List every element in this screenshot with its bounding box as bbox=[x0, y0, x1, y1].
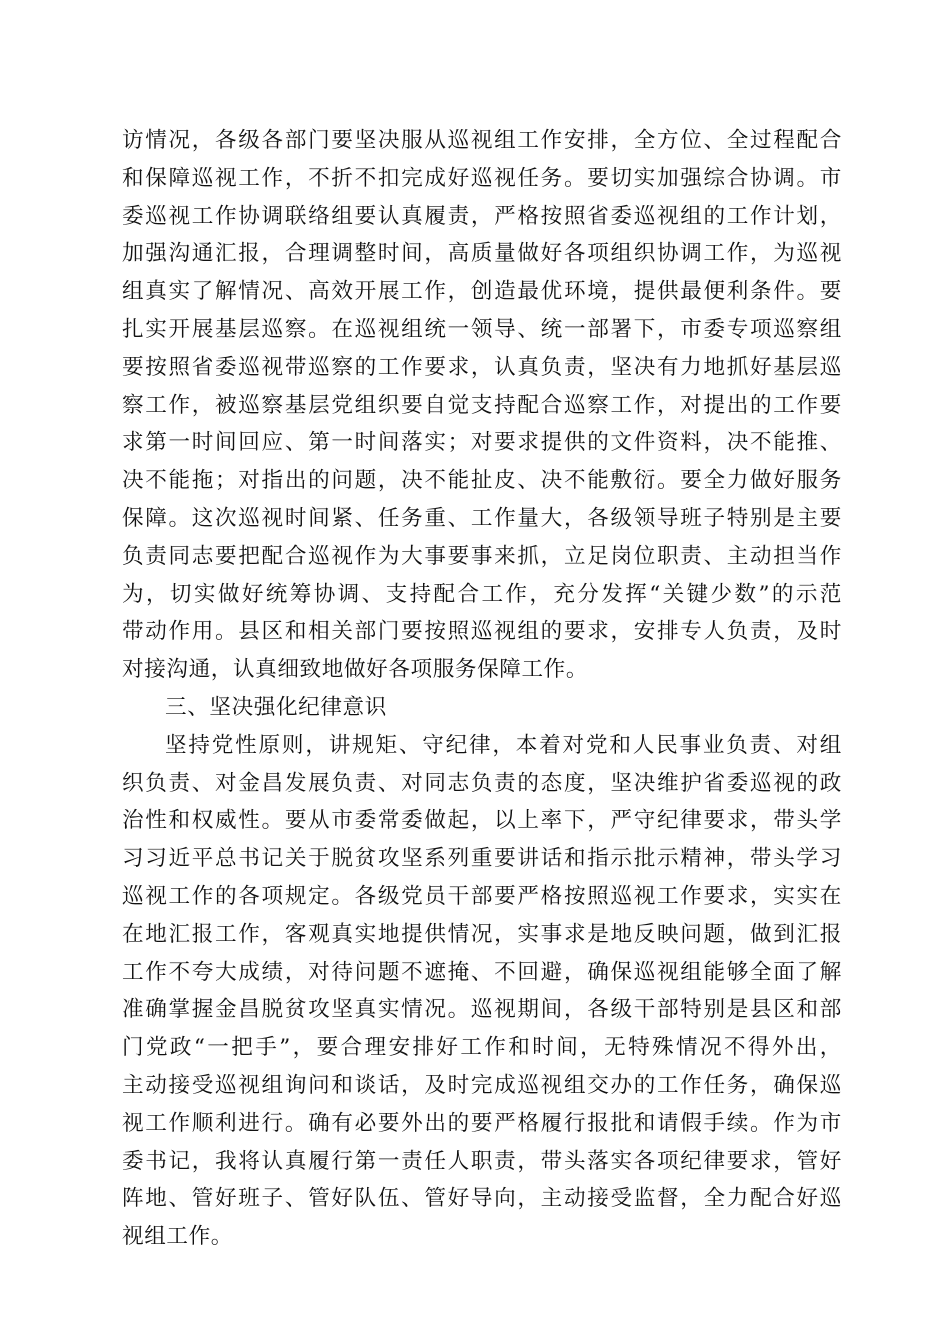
text-line: 和保障巡视工作，不折不扣完成好巡视任务。要切实加强综合协调。市 bbox=[122, 165, 842, 191]
text-line: 保障。这次巡视时间紧、任务重、工作量大，各级领导班子特别是主要 bbox=[122, 505, 842, 531]
text-line: 在地汇报工作，客观真实地提供情况，实事求是地反映问题，做到汇报 bbox=[122, 921, 842, 947]
text-line: 决不能拖；对指出的问题，决不能扯皮、决不能敷衍。要全力做好服务 bbox=[122, 468, 842, 494]
section-heading: 三、坚决强化纪律意识 bbox=[165, 694, 387, 720]
text-line: 主动接受巡视组询问和谈话，及时完成巡视组交办的工作任务，确保巡 bbox=[122, 1072, 842, 1098]
text-line: 负责同志要把配合巡视作为大事要事来抓，立足岗位职责、主动担当作 bbox=[122, 543, 842, 569]
text-line: 访情况，各级各部门要坚决服从巡视组工作安排，全方位、全过程配合 bbox=[122, 128, 842, 153]
text-line: 治性和权威性。要从市委常委做起，以上率下，严守纪律要求，带头学 bbox=[122, 808, 842, 834]
text-line: 巡视工作的各项规定。各级党员干部要严格按照巡视工作要求，实实在 bbox=[122, 883, 842, 909]
text-line: 组真实了解情况、高效开展工作，创造最优环境，提供最便利条件。要 bbox=[122, 279, 842, 305]
document-body bbox=[122, 122, 842, 1256]
text-line: 要按照省委巡视带巡察的工作要求，认真负责，坚决有力地抓好基层巡 bbox=[122, 354, 842, 380]
text-line: 坚持党性原则，讲规矩、守纪律，本着对党和人民事业负责、对组 bbox=[165, 732, 842, 758]
text-line: 为，切实做好统筹协调、支持配合工作，充分发挥“关键少数”的示范 bbox=[122, 581, 842, 607]
text-line: 习习近平总书记关于脱贫攻坚系列重要讲话和指示批示精神，带头学习 bbox=[122, 846, 842, 872]
text-line: 阵地、管好班子、管好队伍、管好导向，主动接受监督，全力配合好巡 bbox=[122, 1186, 842, 1212]
text-line: 准确掌握金昌脱贫攻坚真实情况。巡视期间，各级干部特别是县区和部 bbox=[122, 997, 842, 1023]
text-line: 加强沟通汇报，合理调整时间，高质量做好各项组织协调工作，为巡视 bbox=[122, 241, 842, 267]
text-line: 察工作，被巡察基层党组织要自觉支持配合巡察工作，对提出的工作要 bbox=[122, 392, 842, 418]
text-line: 门党政“一把手”，要合理安排好工作和时间，无特殊情况不得外出， bbox=[122, 1035, 842, 1061]
text-line: 扎实开展基层巡察。在巡视组统一领导、统一部署下，市委专项巡察组 bbox=[122, 316, 842, 342]
text-line: 对接沟通，认真细致地做好各项服务保障工作。 bbox=[122, 657, 589, 683]
text-line: 工作不夸大成绩，对待问题不遮掩、不回避，确保巡视组能够全面了解 bbox=[122, 959, 842, 985]
text-line: 带动作用。县区和相关部门要按照巡视组的要求，安排专人负责，及时 bbox=[122, 619, 842, 645]
text-line: 视工作顺利进行。确有必要外出的要严格履行报批和请假手续。作为市 bbox=[122, 1110, 842, 1136]
text-line: 织负责、对金昌发展负责、对同志负责的态度，坚决维护省委巡视的政 bbox=[122, 770, 842, 796]
text-line: 视组工作。 bbox=[122, 1224, 233, 1250]
text-line: 委巡视工作协调联络组要认真履责，严格按照省委巡视组的工作计划， bbox=[122, 203, 842, 229]
text-line: 委书记，我将认真履行第一责任人职责，带头落实各项纪律要求，管好 bbox=[122, 1148, 842, 1174]
text-line: 求第一时间回应、第一时间落实；对要求提供的文件资料，决不能推、 bbox=[122, 430, 842, 456]
